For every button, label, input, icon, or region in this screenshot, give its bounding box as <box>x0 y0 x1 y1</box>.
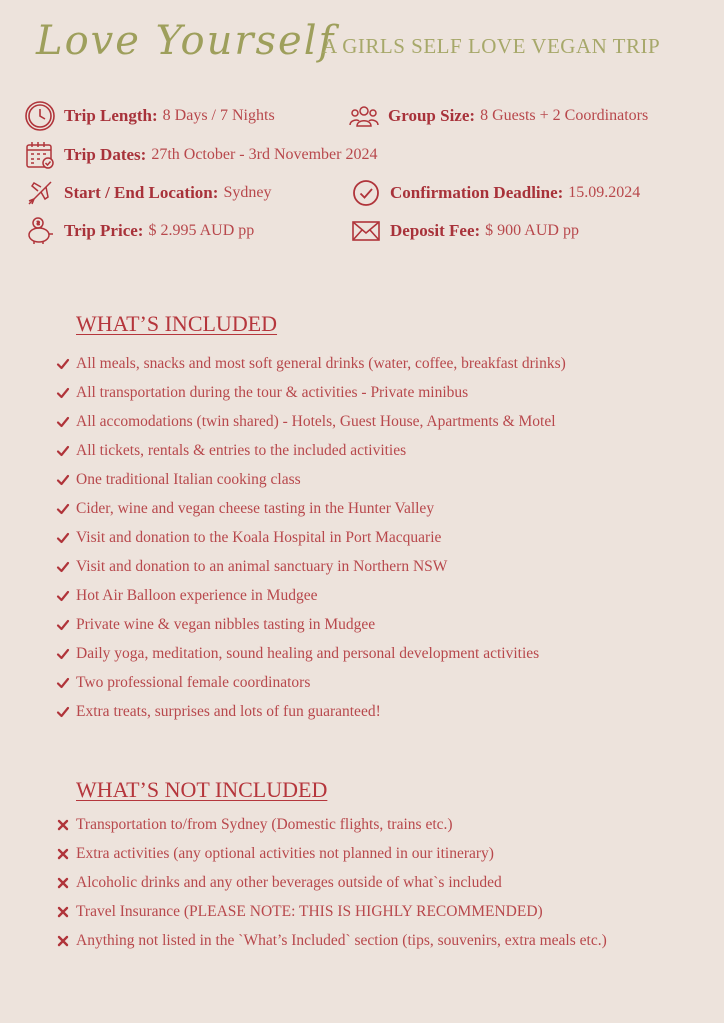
trip-length-value: 8 Days / 7 Nights <box>162 107 275 124</box>
not-included-title: WHAT’S NOT INCLUDED <box>76 777 328 802</box>
cross-icon <box>50 905 76 919</box>
calendar-icon <box>22 137 58 173</box>
trip-dates-label: Trip Dates: <box>64 145 147 164</box>
check-icon <box>50 676 76 690</box>
group-size-value: 8 Guests + 2 Coordinators <box>480 107 649 124</box>
list-item <box>50 349 566 378</box>
group-icon <box>346 98 382 134</box>
clock-icon <box>22 98 58 134</box>
location-label: Start / End Location: <box>64 183 219 202</box>
check-icon <box>50 647 76 661</box>
list-item <box>50 465 566 494</box>
list-item-text: One traditional Italian cooking class <box>76 470 301 488</box>
list-item-text: Alcoholic drinks and any other beverages outside of what`s included <box>76 873 502 891</box>
check-circle-icon <box>348 175 384 211</box>
deposit-value: $ 900 AUD pp <box>485 222 579 239</box>
check-icon <box>50 502 76 516</box>
start-end-location <box>22 175 271 211</box>
list-item <box>50 810 607 839</box>
plane-icon <box>22 175 58 211</box>
price-label: Trip Price: <box>64 221 144 240</box>
price-value: $ 2.995 AUD pp <box>148 222 255 239</box>
list-item <box>50 926 607 955</box>
check-icon <box>50 531 76 545</box>
location-value: Sydney <box>223 184 272 201</box>
check-icon <box>50 473 76 487</box>
cross-icon <box>50 876 76 890</box>
list-item-text: Visit and donation to an animal sanctuary in Northern NSW <box>76 557 448 575</box>
confirmation-deadline <box>348 175 640 211</box>
check-icon <box>50 560 76 574</box>
check-icon <box>50 705 76 719</box>
list-item-text: All tickets, rentals & entries to the included activities <box>76 441 407 459</box>
list-item <box>50 668 566 697</box>
list-item-text: Daily yoga, meditation, sound healing and personal development activities <box>76 644 540 662</box>
check-icon <box>50 386 76 400</box>
list-item <box>50 610 566 639</box>
check-icon <box>50 618 76 632</box>
list-item <box>50 897 607 926</box>
list-item-text: Extra activities (any optional activities not planned in our itinerary) <box>76 844 494 862</box>
included-title: WHAT’S INCLUDED <box>76 311 278 336</box>
included-list <box>50 349 566 726</box>
trip-price <box>22 213 254 249</box>
list-item <box>50 839 607 868</box>
cross-icon <box>50 847 76 861</box>
list-item-text: All accomodations (twin shared) - Hotels, Guest House, Apartments & Motel <box>76 412 556 430</box>
list-item-text: Transportation to/from Sydney (Domestic flights, trains etc.) <box>76 815 453 833</box>
check-icon <box>50 357 76 371</box>
list-item-text: Hot Air Balloon experience in Mudgee <box>76 586 318 604</box>
trip-dates <box>22 137 377 173</box>
cross-icon <box>50 818 76 832</box>
list-item <box>50 581 566 610</box>
group-size-label: Group Size: <box>388 106 476 125</box>
list-item <box>50 639 566 668</box>
list-item-text: Visit and donation to the Koala Hospital in Port Macquarie <box>76 528 442 546</box>
list-item-text: Cider, wine and vegan cheese tasting in the Hunter Valley <box>76 499 435 517</box>
list-item <box>50 552 566 581</box>
list-item <box>50 697 566 726</box>
group-size <box>346 98 648 134</box>
list-item-text: All meals, snacks and most soft general drinks (water, coffee, breakfast drinks) <box>76 354 566 372</box>
list-item-text: Travel Insurance (PLEASE NOTE: THIS IS HIGHLY RECOMMENDED) <box>76 902 543 920</box>
cross-icon <box>50 934 76 948</box>
check-icon <box>50 415 76 429</box>
list-item <box>50 523 566 552</box>
deposit-fee <box>348 213 579 249</box>
list-item-text: Anything not listed in the `What’s Included` section (tips, souvenirs, extra meals etc.) <box>76 931 607 949</box>
page-title: Love Yourself <box>36 18 336 64</box>
list-item <box>50 494 566 523</box>
list-item-text: All transportation during the tour & activities - Private minibus <box>76 383 469 401</box>
check-icon <box>50 589 76 603</box>
trip-length-label: Trip Length: <box>64 106 158 125</box>
page-subtitle: A GIRLS SELF LOVE VEGAN TRIP <box>322 34 661 58</box>
list-item <box>50 407 566 436</box>
piggy-bank-icon <box>22 213 58 249</box>
list-item <box>50 378 566 407</box>
deadline-label: Confirmation Deadline: <box>390 183 564 202</box>
list-item-text: Private wine & vegan nibbles tasting in Mudgee <box>76 615 376 633</box>
check-icon <box>50 444 76 458</box>
trip-length <box>22 98 275 134</box>
deposit-label: Deposit Fee: <box>390 221 481 240</box>
not-included-list <box>50 810 607 955</box>
envelope-icon <box>348 213 384 249</box>
deadline-value: 15.09.2024 <box>568 184 641 201</box>
list-item-text: Extra treats, surprises and lots of fun guaranteed! <box>76 702 381 720</box>
list-item-text: Two professional female coordinators <box>76 673 311 691</box>
list-item <box>50 868 607 897</box>
trip-dates-value: 27th October - 3rd November 2024 <box>151 146 378 163</box>
list-item <box>50 436 566 465</box>
